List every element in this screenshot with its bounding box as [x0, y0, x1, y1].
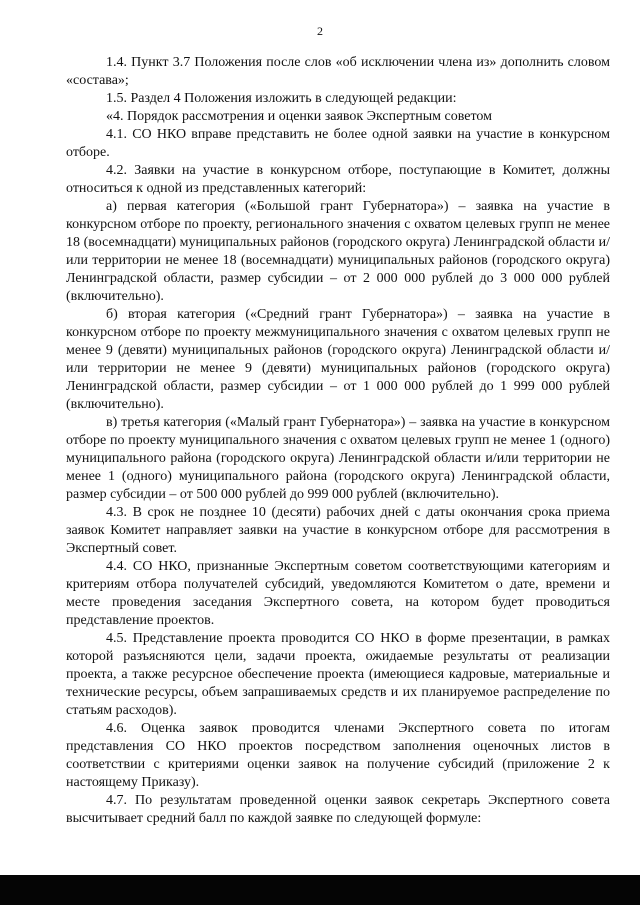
- paragraph-category-c: в) третья категория («Малый грант Губернатора») – заявка на участие в конкурсном отборе по проекту муниципального значения с охватом целевых групп не менее 1 (одного) муниципального района (городского округа) Ленинградской области и/или территории не менее 1 (одного) муниципального района (городского округа) Ленинградской области, размер субсидии – от 500 000 рублей до 999 000 рублей (включительно).: [66, 415, 610, 502]
- paragraph-4-4: 4.4. СО НКО, признанные Экспертным советом соответствующими категориям и критериям отбора получателей субсидий, уведомляются Комитетом о дате, времени и месте проведения заседания Экспертного совета, на котором будет проводиться представление проектов.: [66, 559, 610, 628]
- paragraph-1-4: 1.4. Пункт 3.7 Положения после слов «об исключении члена из» дополнить словом «состава»;: [66, 55, 610, 88]
- paragraph-category-b: б) вторая категория («Средний грант Губернатора») – заявка на участие в конкурсном отборе по проекту межмуниципального значения с охватом целевых групп не менее 9 (девяти) муниципальных районов (городского округа) Ленинградской области и/или территории не менее 9 (девяти) муниципальных районов (городского округа) Ленинградской области, размер субсидии – от 1 000 000 рублей до 1 999 000 рублей (включительно).: [66, 307, 610, 412]
- paragraph-4-2: 4.2. Заявки на участие в конкурсном отборе, поступающие в Комитет, должны относиться к одной из представленных категорий:: [66, 163, 610, 196]
- document-body: [66, 54, 610, 828]
- paragraph-4-5: 4.5. Представление проекта проводится СО НКО в форме презентации, в рамках которой разъясняются цели, задачи проекта, ожидаемые результаты от реализации проекта, а также ресурсное обеспечение проекта (имеющиеся кадровые, материальные и технические ресурсы, объем запрашиваемых средств и их планируемое распределение по статьям расходов).: [66, 631, 610, 718]
- section-4-heading: «4. Порядок рассмотрения и оценки заявок Экспертным советом: [106, 109, 492, 124]
- scan-edge: [0, 875, 640, 905]
- paragraph-1-5: 1.5. Раздел 4 Положения изложить в следующей редакции:: [106, 91, 457, 106]
- paragraph-category-a: а) первая категория («Большой грант Губернатора») – заявка на участие в конкурсном отборе по проекту, регионального значения с охватом целевых групп не менее 18 (восемнадцати) муниципальных районов (городского округа) Ленинградской области и/или территории не менее 18 (восемнадцати) муниципальных районов (городского округа) Ленинградской области, размер субсидии – от 2 000 000 рублей до 3 000 000 рублей (включительно).: [66, 199, 610, 304]
- paragraph-4-7: 4.7. По результатам проведенной оценки заявок секретарь Экспертного совета высчитывает средний балл по каждой заявке по следующей формуле:: [66, 793, 610, 826]
- paragraph-4-6: 4.6. Оценка заявок проводится членами Экспертного совета по итогам представления СО НКО проектов посредством заполнения оценочных листов в соответствии с критериями оценки заявок на получение субсидий (приложение 2 к настоящему Приказу).: [66, 721, 610, 790]
- page-number: 2: [317, 24, 323, 38]
- paragraph-4-1: 4.1. СО НКО вправе представить не более одной заявки на участие в конкурсном отборе.: [66, 127, 610, 160]
- paragraph-4-3: 4.3. В срок не позднее 10 (десяти) рабочих дней с даты окончания срока приема заявок Комитет направляет заявки на участие в конкурсном отборе для рассмотрения в Экспертный совет.: [66, 505, 610, 556]
